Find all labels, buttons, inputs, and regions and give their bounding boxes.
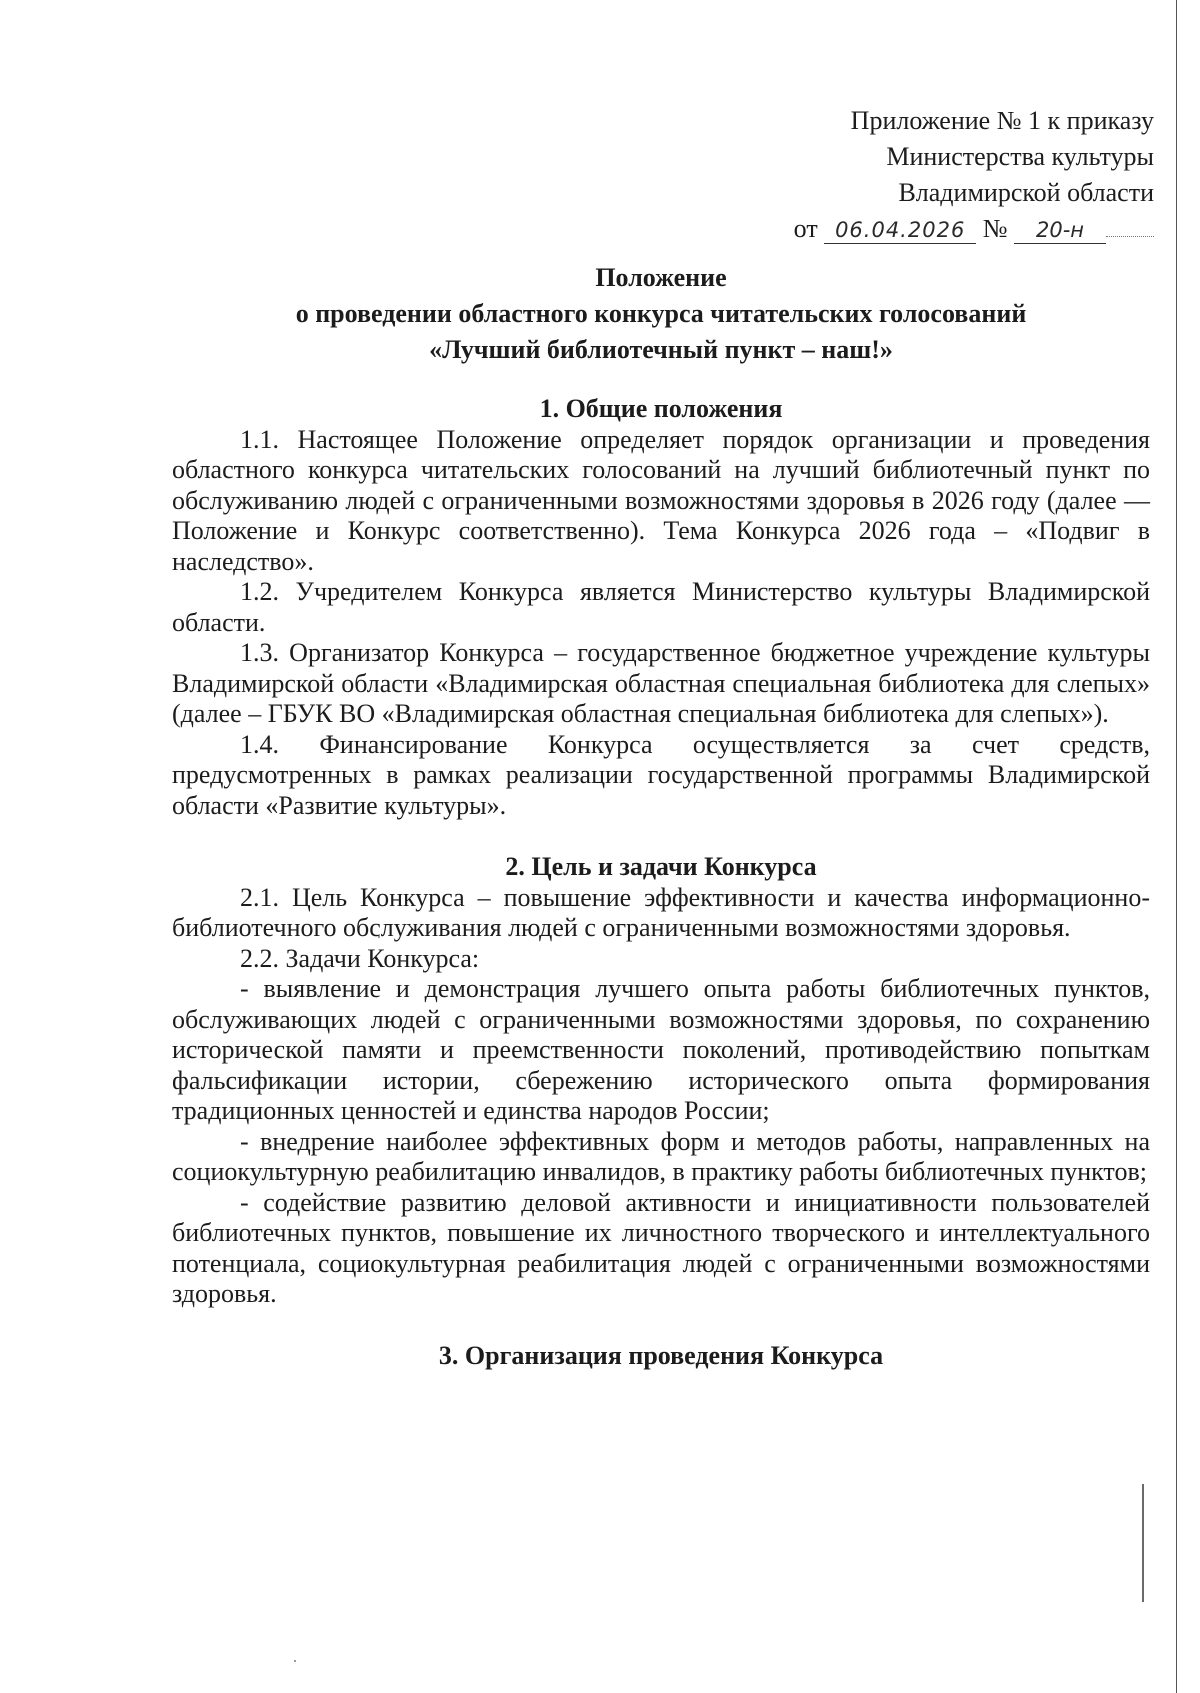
title-line-2: о проведении областного конкурса читательских голосований <box>295 299 1027 328</box>
document-title <box>172 260 1150 368</box>
scan-margin-mark <box>1142 1484 1144 1602</box>
attachment-line-1: Приложение № 1 к приказу <box>850 106 1154 135</box>
section-gap <box>172 1310 1150 1341</box>
number-underline-tail <box>1106 214 1154 237</box>
section-3-heading: 3. Организация проведения Конкурса <box>438 1340 884 1370</box>
paragraph-2-1: 2.1. Цель Конкурса – повышение эффективности и качества информационно-библиотечного обслуживания людей с ограниченными возможностями здоровья. <box>172 882 1150 942</box>
date-prefix: от <box>793 214 818 243</box>
title-line-1: Положение <box>595 263 727 292</box>
attachment-line-3: Владимирской области <box>898 178 1154 207</box>
section-gap <box>172 821 1150 852</box>
handwritten-date: 06.04.2026 <box>824 217 976 244</box>
paragraph-1-4: 1.4. Финансирование Конкурса осуществляется за счет средств, предусмотренных в рамках реализации государственной программы Владимирской области «Развитие культуры». <box>172 729 1150 820</box>
scan-speck <box>294 1660 296 1662</box>
paragraph-1-2: 1.2. Учредителем Конкурса является Министерство культуры Владимирской области. <box>172 577 1150 637</box>
task-bullet-3: - содействие развитию деловой активности и инициативности пользователей библиотечных пунктов, повышение их личностного творческого и интеллектуального потенциала, социокультурная реабилитация людей с ограниченными возможностями здоровья. <box>172 1187 1150 1308</box>
handwritten-number: 20-н <box>1014 217 1106 244</box>
attachment-date-line <box>794 211 1154 247</box>
paragraph-1-1: 1.1. Настоящее Положение определяет порядок организации и проведения областного конкурса читательских голосований на лучший библиотечный пункт по обслуживанию людей с ограниченными возможностями здоровья в 2026 году (далее — Положение и Конкурс соответственно). Тема Конкурса 2026 года – «Подвиг в наследство». <box>172 424 1150 576</box>
section-2-heading: 2. Цель и задачи Конкурса <box>505 852 817 881</box>
task-bullet-2: - внедрение наиболее эффективных форм и методов работы, направленных на социокультурную реабилитацию инвалидов, в практику работы библиотечных пунктов; <box>172 1126 1150 1186</box>
number-sign: № <box>982 214 1008 243</box>
title-line-3: «Лучший библиотечный пункт – наш!» <box>429 335 893 364</box>
attachment-block <box>794 103 1154 247</box>
paragraph-2-2: 2.2. Задачи Конкурса: <box>240 943 480 973</box>
paragraph-1-3: 1.3. Организатор Конкурса – государственное бюджетное учреждение культуры Владимирской области «Владимирская областная специальная библиотека для слепых» (далее – ГБУК ВО «Владимирская областная специальная библиотека для слепых»). <box>172 638 1150 728</box>
document-body <box>172 394 1150 1371</box>
task-bullet-1: - выявление и демонстрация лучшего опыта работы библиотечных пунктов, обслуживающих людей с ограниченными возможностями здоровья, по сохранению исторической памяти и преемственности поколений, противодействию попыткам фальсификации истории, сбережению исторического опыта формирования традиционных ценностей и единства народов России; <box>172 974 1150 1125</box>
section-1-heading: 1. Общие положения <box>539 394 783 423</box>
scan-edge-line <box>1176 0 1177 1693</box>
attachment-line-2: Министерства культуры <box>886 142 1154 171</box>
